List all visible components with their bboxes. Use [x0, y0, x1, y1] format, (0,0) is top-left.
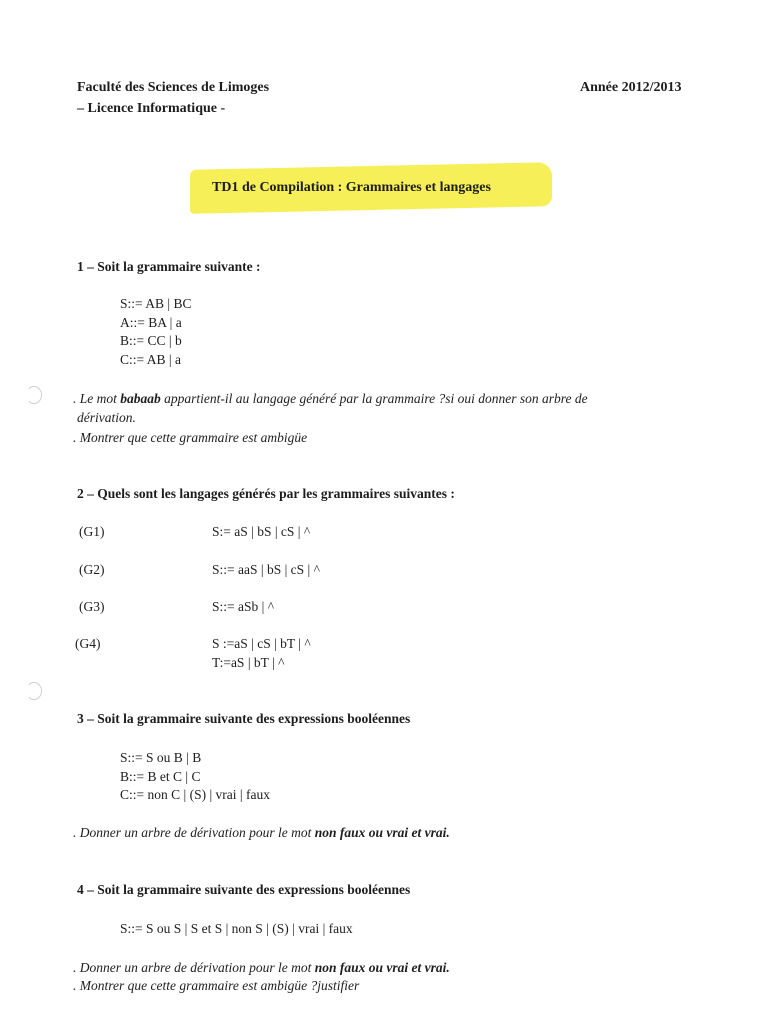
academic-year: Année 2012/2013	[580, 80, 682, 95]
question-1-instruction-2: . Montrer que cette grammaire est ambigüe	[73, 430, 308, 445]
question-1-heading: 1 – Soit la grammaire suivante :	[77, 259, 261, 274]
question-4-instruction-2: . Montrer que cette grammaire est ambigüe ?justifier	[73, 978, 360, 993]
question-3-heading: 3 – Soit la grammaire suivante des expressions booléennes	[77, 711, 411, 726]
grammar-rule: S::= AB | BC	[120, 296, 192, 311]
question-1-instruction-1-cont: dérivation.	[77, 410, 136, 425]
highlighted-word: babaab	[120, 391, 161, 406]
title-block	[190, 160, 552, 210]
grammar-rule: S::= S ou B | B	[120, 750, 202, 765]
question-1-instruction-1: . Le mot babaab appartient-il au langage généré par la grammaire ?si oui donner son arbre de	[73, 391, 588, 406]
institution-name: Faculté des Sciences de Limoges	[77, 80, 270, 95]
grammar-label-g3: (G3)	[79, 599, 105, 614]
grammar-rule: C::= AB | a	[120, 351, 181, 367]
grammar-label-g2: (G2)	[79, 562, 105, 577]
grammar-rule: C::= non C | (S) | vrai | faux	[120, 787, 270, 802]
grammar-label-g4: (G4)	[75, 636, 101, 651]
grammar-rule: B::= B et C | C	[120, 768, 201, 784]
grammar-rule: B::= CC | b	[120, 333, 182, 348]
question-3-grammar	[120, 749, 270, 805]
grammar-g3-rule: S::= aSb | ^	[212, 599, 275, 614]
question-4-grammar-rule: S::= S ou S | S et S | non S | (S) | vrai | faux	[120, 921, 353, 936]
program-name: – Licence Informatique -	[77, 101, 226, 116]
grammar-rule: A::= BA | a	[120, 314, 182, 330]
question-2-heading: 2 – Quels sont les langages générés par les grammaires suivantes :	[77, 486, 455, 501]
question-1-grammar	[120, 295, 191, 369]
question-4-instruction-1: . Donner un arbre de dérivation pour le mot non faux ou vrai et vrai.	[73, 960, 450, 975]
grammar-g4-rule: S :=aS | cS | bT | ^	[212, 636, 311, 651]
grammar-label-g1: (G1)	[79, 524, 105, 539]
page-title: TD1 de Compilation : Grammaires et langages	[212, 180, 491, 195]
highlighted-phrase: non faux ou vrai et vrai.	[314, 960, 450, 975]
grammar-g4-rule-2: T:=aS | bT | ^	[212, 655, 285, 670]
binder-hole-mark	[26, 386, 42, 404]
question-4-heading: 4 – Soit la grammaire suivante des expressions booléennes	[77, 882, 411, 897]
highlighted-phrase: non faux ou vrai et vrai.	[314, 825, 450, 840]
grammar-g2-rule: S::= aaS | bS | cS | ^	[212, 562, 320, 577]
grammar-g1-rule: S:= aS | bS | cS | ^	[212, 524, 311, 539]
question-3-instruction: . Donner un arbre de dérivation pour le mot non faux ou vrai et vrai.	[73, 825, 450, 840]
binder-hole-mark	[26, 682, 42, 700]
